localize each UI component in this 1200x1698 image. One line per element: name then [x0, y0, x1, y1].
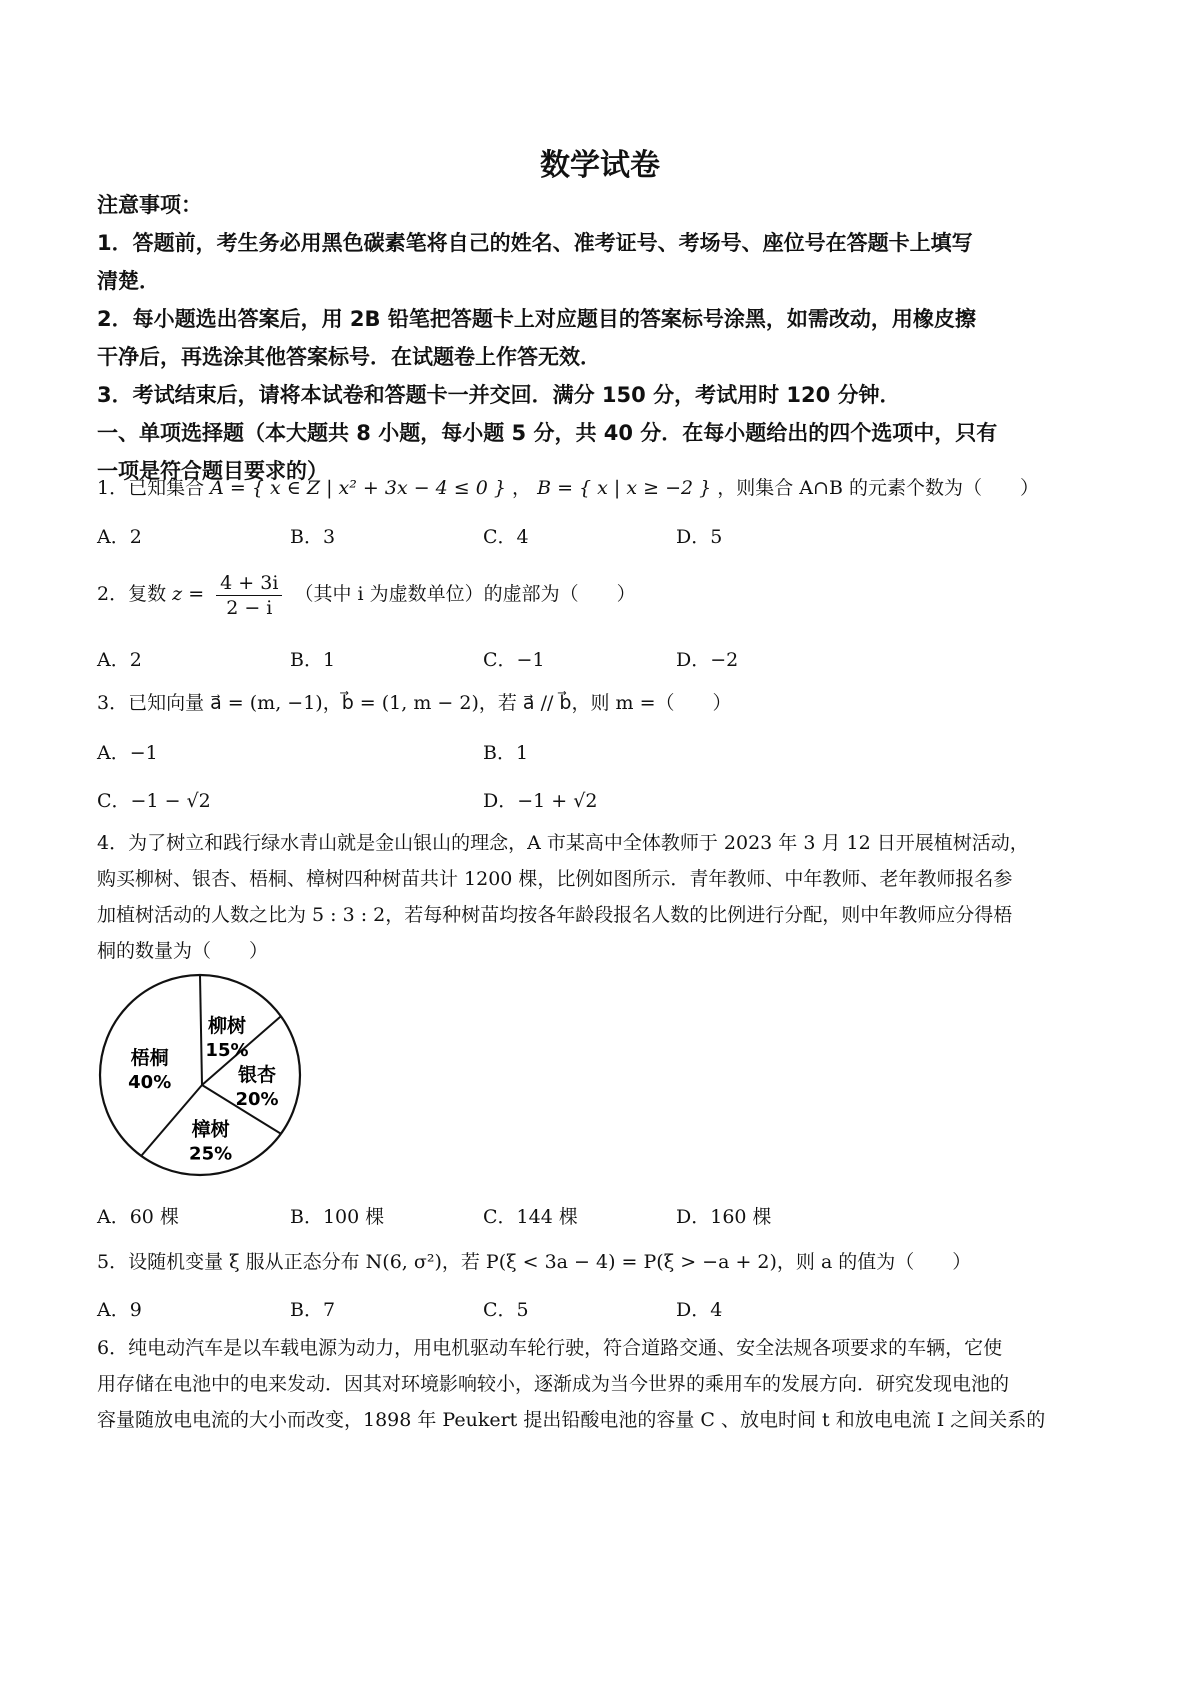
pie-divider-0	[200, 975, 202, 1085]
q2-option-c: C．−1	[483, 649, 545, 671]
q5-option-c: C．5	[483, 1299, 529, 1321]
q3-option-a: A．−1	[97, 742, 158, 764]
q5-option-b: B．7	[290, 1299, 336, 1321]
q6-line-2: 用存储在电池中的电来发动．因其对环境影响较小，逐渐成为当今世界的乘用车的发展方向．研究发现电池的	[97, 1373, 1010, 1395]
section-1-heading-line-2: 一项是符合题目要求的）	[97, 459, 328, 483]
q2-prefix: 2．复数	[97, 583, 167, 605]
question-2	[97, 568, 1107, 620]
notice-item-1-line-1: 1．答题前，考生务必用黑色碳素笔将自己的姓名、准考证号、考场号、座位号在答题卡上填写	[97, 231, 973, 255]
pie-slice-percent-2: 25%	[189, 1143, 233, 1165]
q4-option-c: C．144 棵	[483, 1206, 578, 1228]
notice-heading: 注意事项：	[97, 193, 202, 217]
pie-slice-percent-1: 20%	[235, 1089, 279, 1110]
section-1-heading-line-1: 一、单项选择题（本大题共 8 小题，每小题 5 分，共 40 分．在每小题给出的四个选项中，只有	[97, 421, 998, 445]
question-1	[97, 470, 1107, 506]
q1-set-b: B = { x | x ≥ −2 }	[537, 477, 712, 499]
tree-ratio-pie-chart	[95, 960, 310, 1200]
q2-fraction	[216, 571, 282, 620]
question-5: 5．设随机变量 ξ 服从正态分布 N(6, σ²)，若 P(ξ < 3a − 4) = P(ξ > −a + 2)，则 a 的值为（ ）	[97, 1251, 972, 1273]
q3-option-c: C．−1 − √2	[97, 790, 211, 812]
notice-item-3: 3．考试结束后，请将本试卷和答题卡一并交回．满分 150 分，考试用时 120 分钟．	[97, 383, 901, 407]
pie-slice-label-2: 樟树	[191, 1118, 230, 1141]
q4-line-1: 4．为了树立和践行绿水青山就是金山银山的理念，A 市某高中全体教师于 2023 年 3 月 12 日开展植树活动，	[97, 832, 1029, 854]
q4-line-2: 购买柳树、银杏、梧桐、樟树四种树苗共计 1200 棵，比例如图所示．青年教师、中年教师、老年教师报名参	[97, 868, 1013, 890]
q1-set-a: A = { x ∈ Z | x² + 3x − 4 ≤ 0 }	[210, 477, 506, 499]
q3-option-b: B．1	[483, 742, 529, 764]
page-title: 数学试卷	[540, 148, 660, 183]
q4-line-4: 桐的数量为（ ）	[97, 940, 269, 962]
pie-slice-label-1: 银杏	[237, 1064, 277, 1086]
notice-item-2-line-2: 干净后，再选涂其他答案标号．在试题卷上作答无效．	[97, 345, 601, 369]
pie-slice-percent-3: 40%	[128, 1072, 172, 1094]
q2-option-a: A．2	[97, 649, 142, 671]
pie-slice-label-0: 柳树	[207, 1014, 246, 1037]
q1-option-c: C．4	[483, 526, 529, 548]
q6-line-1: 6．纯电动汽车是以车载电源为动力，用电机驱动车轮行驶，符合道路交通、安全法规各项要求的车辆，它使	[97, 1337, 1003, 1359]
q2-numerator: 4 + 3i	[216, 571, 282, 596]
q2-option-b: B．1	[290, 649, 336, 671]
q1-option-b: B．3	[290, 526, 336, 548]
q2-lhs: z =	[172, 583, 205, 605]
q1-option-a: A．2	[97, 526, 142, 548]
q2-option-d: D．−2	[676, 649, 739, 671]
q2-suffix: （其中 i 为虚数单位）的虚部为（ ）	[294, 583, 636, 605]
q1-suffix: ，则集合 A∩B 的元素个数为（ ）	[717, 477, 1039, 499]
pie-labels	[128, 1014, 278, 1164]
q1-prefix: 1．已知集合	[97, 477, 205, 499]
q1-separator: ，	[512, 477, 532, 499]
q2-denominator: 2 − i	[226, 596, 273, 619]
q4-option-d: D．160 棵	[676, 1206, 772, 1228]
q5-option-d: D．4	[676, 1299, 723, 1321]
pie-slice-label-3: 梧桐	[130, 1047, 169, 1070]
q4-option-a: A．60 棵	[97, 1206, 179, 1228]
pie-slice-percent-0: 15%	[205, 1039, 249, 1061]
q4-option-b: B．100 棵	[290, 1206, 385, 1228]
notice-item-1-line-2: 清楚．	[97, 269, 160, 293]
q6-line-3: 容量随放电电流的大小而改变，1898 年 Peukert 提出铅酸电池的容量 C 、放电时间 t 和放电电流 I 之间关系的	[97, 1409, 1046, 1431]
notice-item-2-line-1: 2．每小题选出答案后，用 2B 铅笔把答题卡上对应题目的答案标号涂黑，如需改动，用橡皮擦	[97, 307, 976, 331]
q3-option-d: D．−1 + √2	[483, 790, 598, 812]
q5-option-a: A．9	[97, 1299, 142, 1321]
q1-option-d: D．5	[676, 526, 723, 548]
question-3: 3．已知向量 a⃗ = (m, −1)，b⃗ = (1, m − 2)，若 a⃗ // b⃗，则 m =（ ）	[97, 692, 732, 714]
q4-line-3: 加植树活动的人数之比为 5 : 3 : 2，若每种树苗均按各年龄段报名人数的比例进行分配，则中年教师应分得梧	[97, 904, 1013, 926]
